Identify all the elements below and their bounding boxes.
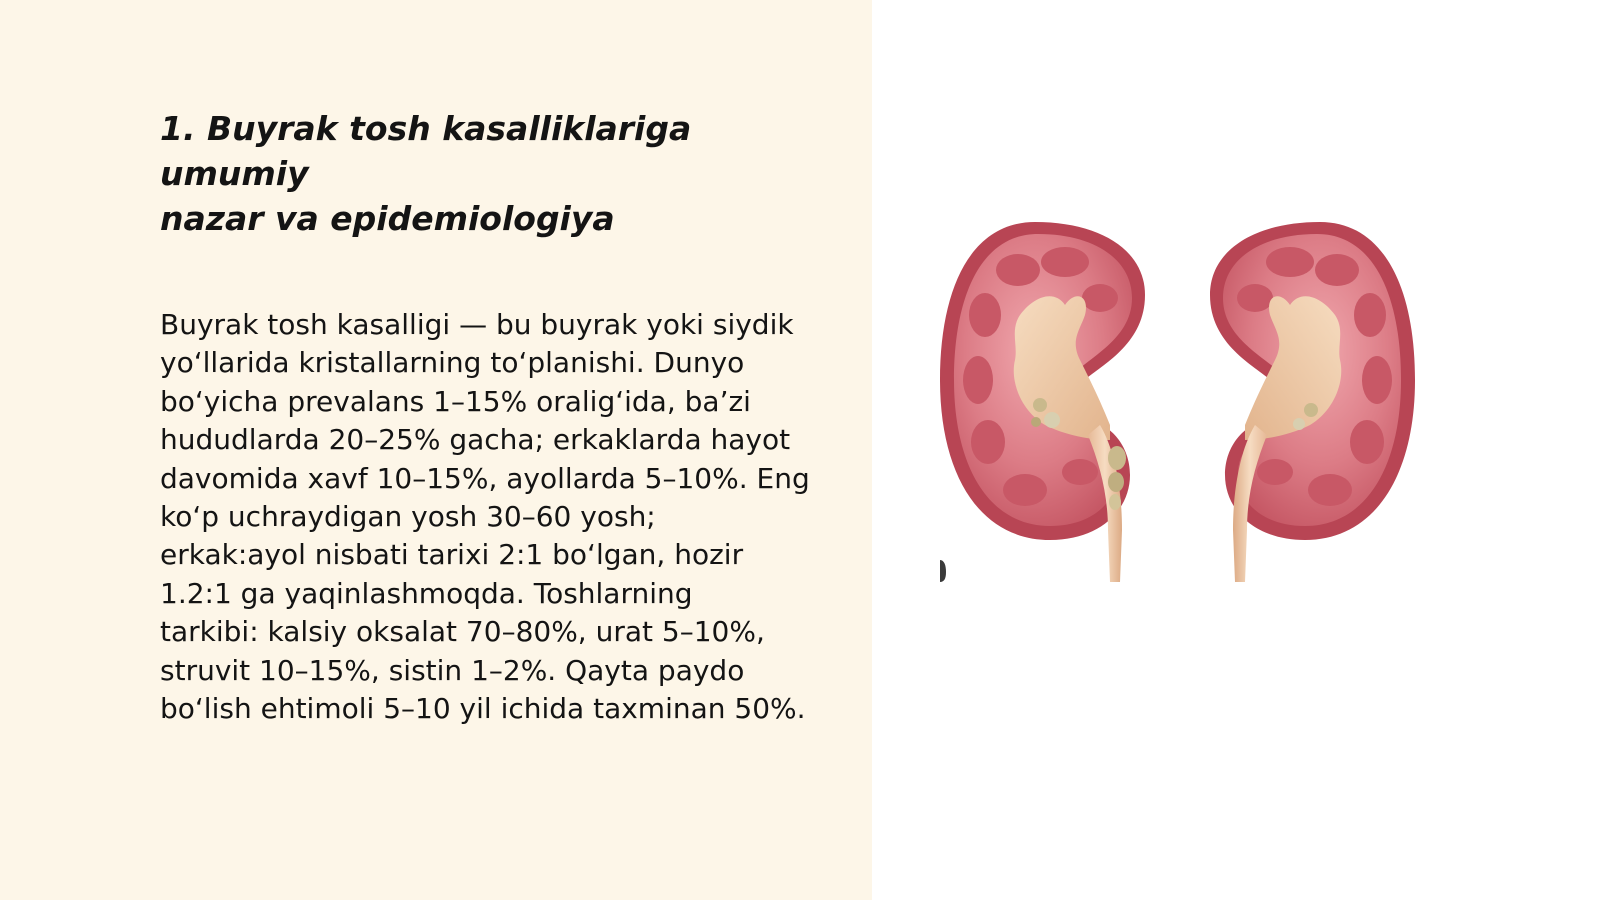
kidney-illustration	[940, 210, 1440, 590]
slide-body-text: Buyrak tosh kasalligi — bu buyrak yoki siydik yo‘llarida kristallarning to‘planishi. Dunyo bo‘yicha prevalans 1–15% oralig‘ida, ba’zi hududlarda 20–25% gacha; erkaklarda hayot davomida xavf 10–15%, ayollarda 5–10%. Eng ko‘p uchraydigan yosh 30–60 yosh; erkak:ayol nisbati tarixi 2:1 bo‘lgan, hozir 1.2:1 ga yaqinlashmoqda. Toshlarning tarkibi: kalsiy oksalat 70–80%, urat 5–10%, struvit 10–15%, sistin 1–2%. Qayta paydo bo‘lish ehtimoli 5–10 yil ichida taxminan 50%.	[160, 308, 810, 726]
slide-title: 1. Buyrak tosh kasalliklariga umumiy nazar va epidemiologiya	[160, 109, 692, 238]
left-kidney-icon	[940, 222, 1145, 582]
right-kidney-icon	[1210, 222, 1415, 582]
